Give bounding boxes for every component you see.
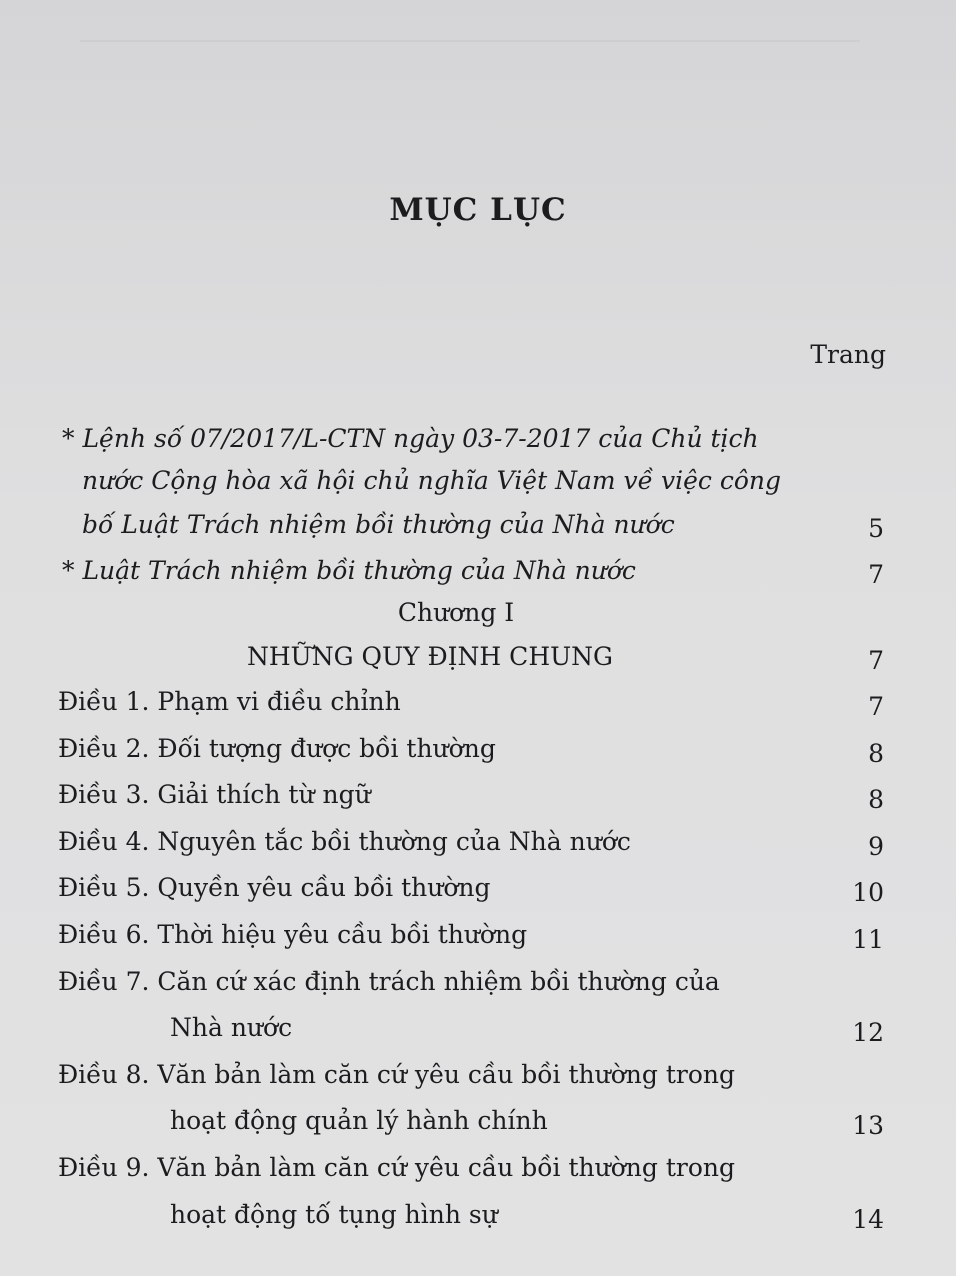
article-2: Điều 2. Đối tượng được bồi thường — [58, 734, 496, 763]
bleed-through-shadow — [80, 40, 860, 42]
article-7-line-2: Nhà nước — [170, 1013, 293, 1042]
article-9-line-1: Điều 9. Văn bản làm căn cứ yêu cầu bồi thường trong — [58, 1153, 736, 1182]
article-1: Điều 1. Phạm vi điều chỉnh — [58, 687, 401, 716]
chapter-label: Chương I — [397, 598, 515, 627]
article-8-line-1: Điều 8. Văn bản làm căn cứ yêu cầu bồi thường trong — [58, 1060, 736, 1089]
article-4-page: 9 — [868, 832, 884, 861]
article-3-page: 8 — [868, 785, 884, 814]
lenh-line-2: nước Cộng hòa xã hội chủ nghĩa Việt Nam về việc công — [82, 466, 781, 495]
article-1-page: 7 — [868, 692, 884, 721]
chapter-title: NHỮNG QUY ĐỊNH CHUNG — [246, 642, 614, 671]
article-9-page: 14 — [852, 1205, 884, 1234]
chapter-page: 7 — [868, 646, 884, 675]
lenh-line-1: * Lệnh số 07/2017/L-CTN ngày 03-7-2017 của Chủ tịch — [62, 424, 759, 453]
article-2-page: 8 — [868, 739, 884, 768]
article-7-page: 12 — [852, 1018, 884, 1047]
toc-title: MỤC LỤC — [389, 192, 567, 228]
luat-page: 7 — [868, 560, 884, 589]
page-column-header: Trang — [810, 340, 886, 369]
article-7-line-1: Điều 7. Căn cứ xác định trách nhiệm bồi thường của — [58, 967, 720, 996]
article-6-page: 11 — [852, 925, 884, 954]
luat-entry: * Luật Trách nhiệm bồi thường của Nhà nước — [62, 556, 636, 585]
article-3: Điều 3. Giải thích từ ngữ — [58, 780, 371, 809]
article-8-page: 13 — [852, 1111, 884, 1140]
article-8-line-2: hoạt động quản lý hành chính — [170, 1106, 548, 1135]
article-5-page: 10 — [852, 878, 884, 907]
lenh-page: 5 — [868, 514, 884, 543]
article-9-line-2: hoạt động tố tụng hình sự — [170, 1200, 498, 1229]
article-5: Điều 5. Quyền yêu cầu bồi thường — [58, 873, 491, 902]
article-4: Điều 4. Nguyên tắc bồi thường của Nhà nước — [58, 827, 631, 856]
article-6: Điều 6. Thời hiệu yêu cầu bồi thường — [58, 920, 528, 949]
lenh-line-3: bố Luật Trách nhiệm bồi thường của Nhà nước — [82, 510, 675, 539]
